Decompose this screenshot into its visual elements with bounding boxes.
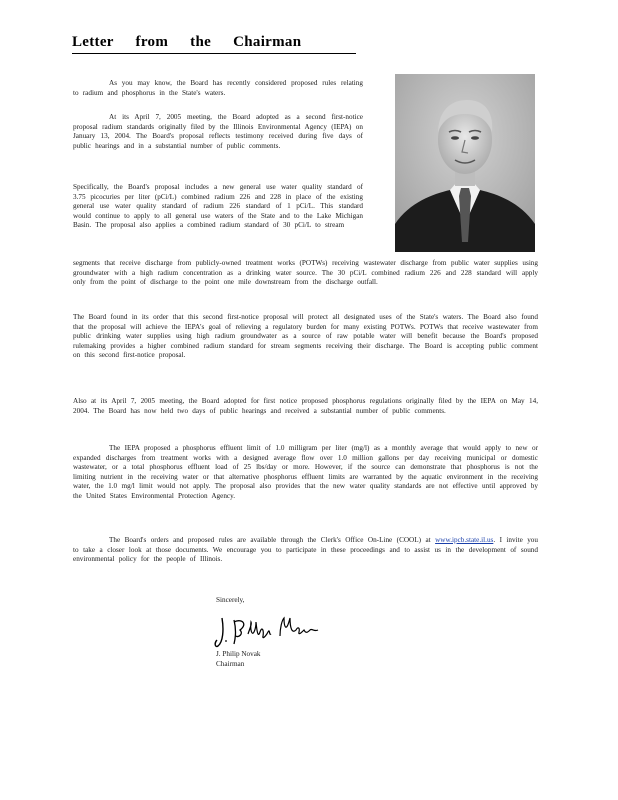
paragraph-intro: As you may know, the Board has recently considered proposed rules relating to radium and phosphorus in the State's waters. <box>73 79 363 97</box>
closing-salutation: Sincerely, <box>216 596 245 604</box>
cool-website-link[interactable]: www.ipcb.state.il.us <box>435 536 494 544</box>
title-underline <box>72 53 356 54</box>
page-title: Letter from the Chairman <box>72 34 302 50</box>
signatory-name: J. Philip Novak <box>216 650 261 658</box>
paragraph-board-findings: The Board found in its order that this second first-notice proposal will protect all designated uses of the State's waters. The Board also found that the proposal will achieve the IEPA's goal of relieving a regulatory burden for many existing POTWs. POTWs that receive wastewater from public drinking water supplies using high radium groundwater as a source of raw potable water will benefit because the Board's proposed rulemaking provides a higher combined radium standard for stream segments receiving their discharge. The Board is accepting public comment on this second first-notice proposal. <box>73 313 538 360</box>
invitation-text-start: The Board's orders and proposed rules are available through the Clerk's Office On-Line (COOL) at <box>109 536 431 544</box>
invitation-text-end: . I invite you to take a closer look at those documents. We encourage you to participate in these proceedings and to assist us in the development of sound environmental policy for the people of Illinois. <box>73 536 538 564</box>
paragraph-radium-standard-continued: segments that receive discharge from publicly-owned treatment works (POTWs) receiving wastewater discharge from public water supplies using groundwater with a high radium concentration as a drinking water source. The 30 pCi/L combined radium 226 and 228 standard will apply only from the point of discharge to the point one mile downstream from the discharge outfall. <box>73 259 538 287</box>
paragraph-radium-standard: Specifically, the Board's proposal includes a new general use water quality standard of 3.75 picocuries per liter (pCi/L) combined radium 226 and 228 in place of the existing general use water quality standard of radium 226 standard of 1 pCi/L. This standard would continue to apply to all general use waters of the State and to the Lake Michigan Basin. The proposal also applies a combined radium standard of 30 pCi/L to stream <box>73 183 363 230</box>
signatory-role: Chairman <box>216 660 245 668</box>
paragraph-phosphorus-adoption: Also at its April 7, 2005 meeting, the Board adopted for first notice proposed phosphorus regulations originally filed by the IEPA on May 14, 2004. The Board has now held two days of public hearings and received a substantial number of public comments. <box>73 397 538 415</box>
paragraph-phosphorus-limits: The IEPA proposed a phosphorus effluent limit of 1.0 milligram per liter (mg/l) as a monthly average that would apply to new or expanded discharges from treatment works with a designed average flow over 1.0 million gallons per day receiving municipal or domestic wastewater, or a total phosphorus effluent load of 25 lbs/day or more. However, if the source can demonstrate that phosphorus is not the limiting nutrient in the receiving water or that alternative phosphorus effluent limits are warranted by the aquatic environment in the receiving water, the 1.0 mg/l limit would not apply. The proposal also provides that the new water quality standards are not effective until approved by the United States Environmental Protection Agency. <box>73 444 538 500</box>
paragraph-invitation <box>73 536 538 565</box>
chairman-portrait-photo <box>395 74 535 252</box>
paragraph-radium-adoption: At its April 7, 2005 meeting, the Board adopted as a second first-notice proposal radium standards originally filed by the Illinois Environmental Agency (IEPA) on January 13, 2004. The Board's proposal reflects testimony received during five days of public hearings and in a substantial number of public comments. <box>73 113 363 150</box>
handwritten-signature <box>214 610 326 652</box>
